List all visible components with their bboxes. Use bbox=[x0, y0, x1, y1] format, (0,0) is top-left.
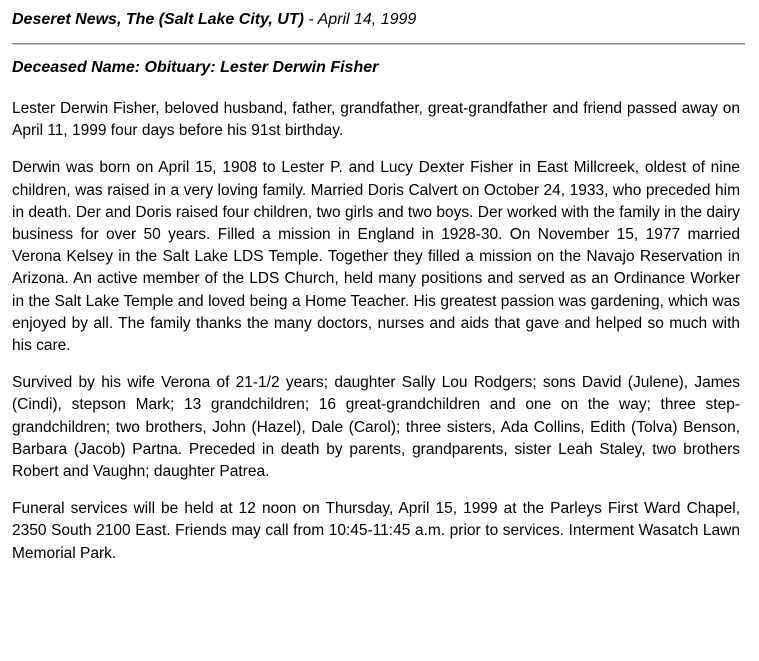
paragraph-biography: Derwin was born on April 15, 1908 to Lester P. and Lucy Dexter Fisher in East Millcreek, oldest of nine children, was raised in a very loving family. Married Doris Calvert on October 24, 1933, who preceded him in death. Der and Doris raised four children, two girls and two boys. Der worked with the family in the dairy business for over 50 years. Filled a mission in England in 1928-30. On November 15, 1977 married Verona Kelsey in the Salt Lake LDS Temple. Together they filled a mission on the Navajo Reservation in Arizona. An active member of the LDS Church, held many positions and served as an Ordinance Worker in the Salt Lake Temple and loved being a Home Teacher. His greatest passion was gardening, which was enjoyed by all. The family thanks the many doctors, nurses and aids that gave and helped so much with his care. bbox=[12, 159, 740, 355]
newspaper-name: Deseret News, The (Salt Lake City, UT) bbox=[12, 11, 304, 28]
header-divider bbox=[12, 43, 745, 45]
obituary-body bbox=[12, 98, 740, 580]
paragraph-services: Funeral services will be held at 12 noon on Thursday, April 15, 1999 at the Parleys First Ward Chapel, 2350 South 2100 East. Friends may call from 10:45-11:45 a.m. prior to services. Interment Wasatch Lawn Memorial Park. bbox=[12, 500, 740, 562]
obituary-heading: Deceased Name: Obituary: Lester Derwin Fisher bbox=[12, 59, 379, 76]
header-separator: - bbox=[303, 11, 318, 28]
publication-date: April 14, 1999 bbox=[317, 11, 417, 28]
paragraph-survivors: Survived by his wife Verona of 21-1/2 years; daughter Sally Lou Rodgers; sons David (Julene), James (Cindi), stepson Mark; 13 grandchildren; 16 great-grandchildren and one on the way; three step-grandchildren; two brothers, John (Hazel), Dale (Carol); three sisters, Ada Collins, Edith (Tolva) Benson, Barbara (Jacob) Partna. Preceded in death by parents, grandparents, sister Leah Staley, two brothers Robert and Vaughn; daughter Patrea. bbox=[12, 374, 740, 481]
publication-header bbox=[12, 10, 416, 30]
paragraph-intro: Lester Derwin Fisher, beloved husband, father, grandfather, great-grandfather and friend passed away on April 11, 1999 four days before his 91st birthday. bbox=[12, 100, 740, 140]
